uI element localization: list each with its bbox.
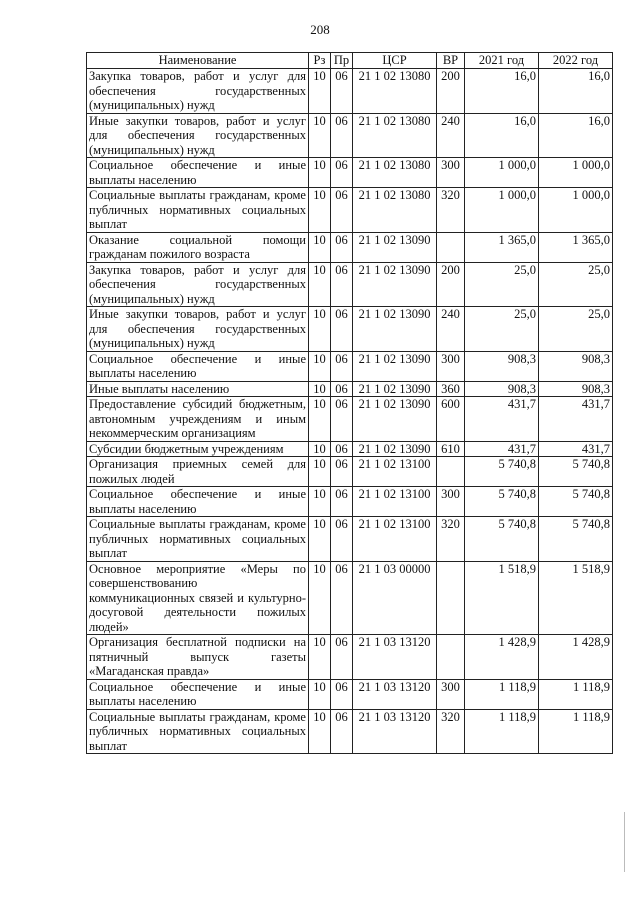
table-header-row bbox=[87, 53, 613, 69]
table-row bbox=[87, 397, 613, 442]
cell-pr: 06 bbox=[331, 262, 353, 307]
cell-rz: 10 bbox=[309, 561, 331, 635]
header-2022: 2022 год bbox=[539, 53, 613, 69]
cell-rz: 10 bbox=[309, 262, 331, 307]
cell-pr: 06 bbox=[331, 351, 353, 381]
cell-2021: 16,0 bbox=[465, 113, 539, 158]
cell-vr: 320 bbox=[437, 188, 465, 233]
table-row bbox=[87, 635, 613, 680]
cell-name: Социальное обеспечение и иные выплаты населению bbox=[87, 158, 309, 188]
cell-2022: 1 118,9 bbox=[539, 709, 613, 754]
cell-pr: 06 bbox=[331, 635, 353, 680]
page-number: 208 bbox=[310, 22, 330, 37]
table-row bbox=[87, 709, 613, 754]
cell-name: Закупка товаров, работ и услуг для обеспечения государственных (муниципальных) нужд bbox=[87, 69, 309, 114]
header-pr: Пр bbox=[331, 53, 353, 69]
cell-csr: 21 1 02 13080 bbox=[353, 158, 437, 188]
cell-csr: 21 1 03 00000 bbox=[353, 561, 437, 635]
cell-csr: 21 1 03 13120 bbox=[353, 709, 437, 754]
cell-name: Социальные выплаты гражданам, кроме публичных нормативных социальных выплат bbox=[87, 517, 309, 562]
cell-rz: 10 bbox=[309, 635, 331, 680]
cell-name: Социальные выплаты гражданам, кроме публичных нормативных социальных выплат bbox=[87, 709, 309, 754]
cell-2021: 1 118,9 bbox=[465, 709, 539, 754]
cell-csr: 21 1 03 13120 bbox=[353, 679, 437, 709]
cell-2022: 5 740,8 bbox=[539, 457, 613, 487]
cell-csr: 21 1 02 13080 bbox=[353, 188, 437, 233]
cell-vr: 320 bbox=[437, 709, 465, 754]
cell-rz: 10 bbox=[309, 307, 331, 352]
cell-pr: 06 bbox=[331, 381, 353, 397]
cell-vr: 300 bbox=[437, 679, 465, 709]
table-row bbox=[87, 232, 613, 262]
cell-name: Социальные выплаты гражданам, кроме публичных нормативных социальных выплат bbox=[87, 188, 309, 233]
cell-name: Социальное обеспечение и иные выплаты населению bbox=[87, 351, 309, 381]
cell-name: Социальное обеспечение и иные выплаты населению bbox=[87, 679, 309, 709]
cell-name: Субсидии бюджетным учреждениям bbox=[87, 441, 309, 457]
cell-rz: 10 bbox=[309, 517, 331, 562]
table-row bbox=[87, 381, 613, 397]
cell-csr: 21 1 02 13100 bbox=[353, 517, 437, 562]
cell-rz: 10 bbox=[309, 69, 331, 114]
cell-name: Основное мероприятие «Меры по совершенствованию коммуникационных связей и культурно-досуговой деятельности пожилых людей» bbox=[87, 561, 309, 635]
cell-pr: 06 bbox=[331, 232, 353, 262]
cell-2022: 16,0 bbox=[539, 113, 613, 158]
cell-csr: 21 1 02 13090 bbox=[353, 397, 437, 442]
cell-rz: 10 bbox=[309, 397, 331, 442]
cell-rz: 10 bbox=[309, 487, 331, 517]
cell-vr: 300 bbox=[437, 487, 465, 517]
cell-pr: 06 bbox=[331, 441, 353, 457]
cell-csr: 21 1 02 13090 bbox=[353, 351, 437, 381]
cell-csr: 21 1 02 13100 bbox=[353, 457, 437, 487]
cell-2022: 1 428,9 bbox=[539, 635, 613, 680]
cell-2022: 1 000,0 bbox=[539, 188, 613, 233]
cell-name: Закупка товаров, работ и услуг для обеспечения государственных (муниципальных) нужд bbox=[87, 262, 309, 307]
table-row bbox=[87, 517, 613, 562]
cell-2021: 5 740,8 bbox=[465, 487, 539, 517]
cell-csr: 21 1 02 13090 bbox=[353, 381, 437, 397]
cell-name: Иные закупки товаров, работ и услуг для обеспечения государственных (муниципальных) нужд bbox=[87, 307, 309, 352]
cell-2021: 1 000,0 bbox=[465, 158, 539, 188]
cell-vr: 200 bbox=[437, 69, 465, 114]
cell-pr: 06 bbox=[331, 517, 353, 562]
cell-vr: 320 bbox=[437, 517, 465, 562]
cell-pr: 06 bbox=[331, 188, 353, 233]
scan-mark bbox=[624, 812, 625, 872]
cell-2021: 431,7 bbox=[465, 397, 539, 442]
table-row bbox=[87, 441, 613, 457]
cell-vr bbox=[437, 457, 465, 487]
cell-2022: 908,3 bbox=[539, 351, 613, 381]
cell-rz: 10 bbox=[309, 158, 331, 188]
header-name: Наименование bbox=[87, 53, 309, 69]
cell-name: Социальное обеспечение и иные выплаты населению bbox=[87, 487, 309, 517]
cell-pr: 06 bbox=[331, 158, 353, 188]
cell-csr: 21 1 02 13100 bbox=[353, 487, 437, 517]
table-row bbox=[87, 262, 613, 307]
header-rz: Рз bbox=[309, 53, 331, 69]
cell-name: Предоставление субсидий бюджетным, автономным учреждениям и иным некоммерческим организациям bbox=[87, 397, 309, 442]
cell-rz: 10 bbox=[309, 351, 331, 381]
cell-2022: 1 000,0 bbox=[539, 158, 613, 188]
cell-pr: 06 bbox=[331, 307, 353, 352]
table-row bbox=[87, 561, 613, 635]
cell-pr: 06 bbox=[331, 457, 353, 487]
cell-2021: 1 518,9 bbox=[465, 561, 539, 635]
cell-csr: 21 1 02 13090 bbox=[353, 441, 437, 457]
cell-pr: 06 bbox=[331, 487, 353, 517]
cell-rz: 10 bbox=[309, 441, 331, 457]
table-row bbox=[87, 457, 613, 487]
cell-vr bbox=[437, 232, 465, 262]
cell-csr: 21 1 02 13090 bbox=[353, 307, 437, 352]
cell-2021: 1 365,0 bbox=[465, 232, 539, 262]
cell-rz: 10 bbox=[309, 679, 331, 709]
cell-name: Организация приемных семей для пожилых людей bbox=[87, 457, 309, 487]
cell-pr: 06 bbox=[331, 561, 353, 635]
table-row bbox=[87, 113, 613, 158]
cell-2021: 16,0 bbox=[465, 69, 539, 114]
cell-pr: 06 bbox=[331, 709, 353, 754]
cell-csr: 21 1 02 13080 bbox=[353, 69, 437, 114]
cell-2022: 1 365,0 bbox=[539, 232, 613, 262]
cell-pr: 06 bbox=[331, 679, 353, 709]
cell-2022: 908,3 bbox=[539, 381, 613, 397]
cell-vr: 610 bbox=[437, 441, 465, 457]
table-row bbox=[87, 158, 613, 188]
table-row bbox=[87, 679, 613, 709]
cell-vr bbox=[437, 635, 465, 680]
cell-2022: 1 518,9 bbox=[539, 561, 613, 635]
cell-csr: 21 1 03 13120 bbox=[353, 635, 437, 680]
cell-2021: 25,0 bbox=[465, 307, 539, 352]
table-row bbox=[87, 69, 613, 114]
cell-2022: 431,7 bbox=[539, 397, 613, 442]
cell-2021: 908,3 bbox=[465, 381, 539, 397]
cell-rz: 10 bbox=[309, 381, 331, 397]
cell-name: Оказание социальной помощи гражданам пожилого возраста bbox=[87, 232, 309, 262]
cell-2021: 1 000,0 bbox=[465, 188, 539, 233]
cell-vr bbox=[437, 561, 465, 635]
cell-vr: 600 bbox=[437, 397, 465, 442]
cell-name: Иные выплаты населению bbox=[87, 381, 309, 397]
table-row bbox=[87, 487, 613, 517]
budget-table bbox=[86, 52, 613, 754]
cell-vr: 200 bbox=[437, 262, 465, 307]
cell-pr: 06 bbox=[331, 113, 353, 158]
cell-2022: 5 740,8 bbox=[539, 517, 613, 562]
table-row bbox=[87, 188, 613, 233]
cell-2022: 25,0 bbox=[539, 307, 613, 352]
cell-vr: 240 bbox=[437, 113, 465, 158]
cell-rz: 10 bbox=[309, 232, 331, 262]
cell-pr: 06 bbox=[331, 69, 353, 114]
cell-vr: 300 bbox=[437, 351, 465, 381]
cell-2021: 5 740,8 bbox=[465, 457, 539, 487]
cell-rz: 10 bbox=[309, 113, 331, 158]
cell-csr: 21 1 02 13090 bbox=[353, 262, 437, 307]
cell-name: Иные закупки товаров, работ и услуг для обеспечения государственных (муниципальных) нужд bbox=[87, 113, 309, 158]
cell-vr: 300 bbox=[437, 158, 465, 188]
cell-vr: 360 bbox=[437, 381, 465, 397]
cell-2022: 1 118,9 bbox=[539, 679, 613, 709]
cell-rz: 10 bbox=[309, 457, 331, 487]
cell-rz: 10 bbox=[309, 709, 331, 754]
cell-rz: 10 bbox=[309, 188, 331, 233]
cell-name: Организация бесплатной подписки на пятничный выпуск газеты «Магаданская правда» bbox=[87, 635, 309, 680]
table-row bbox=[87, 351, 613, 381]
cell-2021: 908,3 bbox=[465, 351, 539, 381]
cell-2021: 5 740,8 bbox=[465, 517, 539, 562]
header-2021: 2021 год bbox=[465, 53, 539, 69]
table-row bbox=[87, 307, 613, 352]
cell-2021: 1 428,9 bbox=[465, 635, 539, 680]
cell-csr: 21 1 02 13090 bbox=[353, 232, 437, 262]
table-body bbox=[87, 69, 613, 754]
cell-2021: 25,0 bbox=[465, 262, 539, 307]
cell-pr: 06 bbox=[331, 397, 353, 442]
cell-2021: 431,7 bbox=[465, 441, 539, 457]
cell-vr: 240 bbox=[437, 307, 465, 352]
cell-2022: 16,0 bbox=[539, 69, 613, 114]
header-vr: ВР bbox=[437, 53, 465, 69]
cell-2022: 25,0 bbox=[539, 262, 613, 307]
cell-2022: 5 740,8 bbox=[539, 487, 613, 517]
cell-2022: 431,7 bbox=[539, 441, 613, 457]
cell-csr: 21 1 02 13080 bbox=[353, 113, 437, 158]
header-csr: ЦСР bbox=[353, 53, 437, 69]
cell-2021: 1 118,9 bbox=[465, 679, 539, 709]
